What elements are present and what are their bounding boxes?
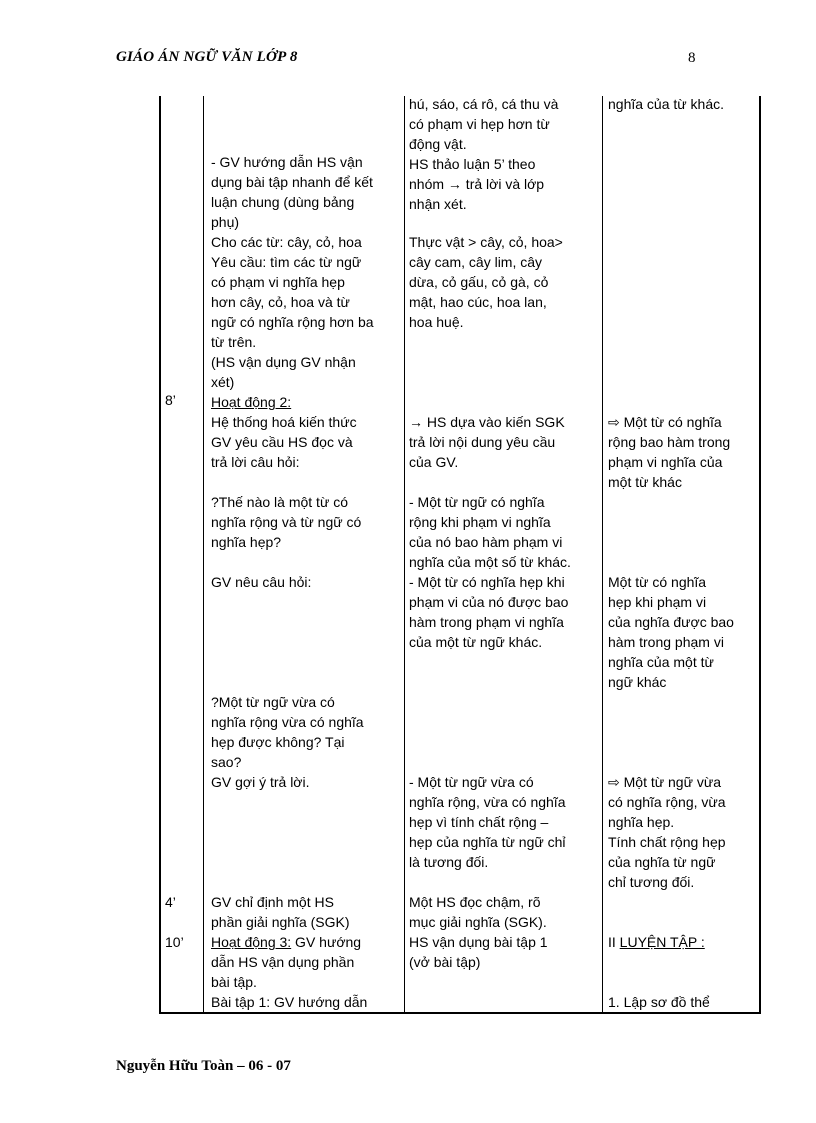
practice-title: LUYỆN TẬP : bbox=[619, 934, 705, 950]
lesson-table bbox=[159, 96, 761, 1014]
student-activity-2: → HS dựa vào kiến SGK trả lời nội dung yêu cầu của GV. bbox=[409, 414, 565, 470]
practice-heading bbox=[608, 932, 705, 952]
time-4-min: 4’ bbox=[165, 894, 176, 910]
student-activity-1: hú, sáo, cá rô, cá thu và có phạm vi hẹp hơn từ động vật. HS thảo luận 5’ theo nhóm → trả lời và lớp nhận xét. bbox=[409, 96, 559, 212]
column-divider-2 bbox=[404, 96, 405, 1014]
activity-3-title: Hoạt động 3: bbox=[211, 934, 292, 950]
activity-3-rest: GV hướng bbox=[291, 934, 362, 950]
teacher-question-2: ?Một từ ngữ vừa có nghĩa rộng vừa có nghĩa hẹp được không? Tại sao? GV gợi ý trả lời. bbox=[211, 694, 364, 790]
table-border-bottom bbox=[159, 1012, 761, 1014]
activity-3-line bbox=[211, 932, 361, 952]
teacher-question-1: ?Thế nào là một từ có nghĩa rộng và từ ngữ có nghĩa hẹp? bbox=[211, 494, 362, 550]
teacher-activity-3: dẫn HS vận dụng phần bài tập. Bài tập 1: GV hướng dẫn bbox=[211, 954, 368, 1010]
student-answer-examples: Thực vật > cây, cỏ, hoa> cây cam, cây lim, cây dừa, cỏ gấu, cỏ gà, cỏ mật, hao cúc, hoa lan, hoa huệ. bbox=[409, 234, 563, 330]
page-number: 8 bbox=[688, 50, 696, 66]
time-8-min: 8’ bbox=[165, 392, 176, 408]
student-activity-3: Một HS đọc chậm, rõ mục giải nghĩa (SGK). HS vận dụng bài tập 1 (vở bài tập) bbox=[409, 894, 548, 970]
teacher-assign-reading: GV chỉ định một HS phần giải nghĩa (SGK) bbox=[211, 894, 350, 930]
activity-2-title: Hoạt động 2: bbox=[211, 394, 292, 410]
teacher-activity-2: Hệ thống hoá kiến thức GV yêu cầu HS đọc và trả lời câu hỏi: bbox=[211, 414, 357, 470]
note-relative-meaning: ⇨ Một từ ngữ vừa có nghĩa rộng, vừa nghĩa hẹp. Tính chất rộng hẹp của nghĩa từ ngữ chỉ tương đối. bbox=[608, 774, 726, 890]
note-broad-meaning: ⇨ Một từ có nghĩa rộng bao hàm trong phạm vi nghĩa của một từ khác bbox=[608, 414, 731, 490]
student-answer-relative: - Một từ ngữ vừa có nghĩa rộng, vừa có nghĩa hẹp vì tính chất rộng – hẹp của nghĩa từ ngữ chỉ là tương đối. bbox=[409, 774, 566, 870]
table-border-left bbox=[159, 96, 161, 1014]
document-footer: Nguyễn Hữu Toàn – 06 - 07 bbox=[116, 1058, 291, 1074]
teacher-activity-1: - GV hướng dẫn HS vận dụng bài tập nhanh để kết luận chung (dùng bảng phụ) Cho các từ: cây, cỏ, hoa Yêu cầu: tìm các từ ngữ có phạm vi nghĩa hẹp hơn cây, cỏ, hoa và từ ngữ có nghĩa rộng hơn ba từ trên. (HS vận dụng GV nhận xét) bbox=[211, 154, 374, 390]
time-10-min: 10’ bbox=[165, 934, 184, 950]
column-divider-1 bbox=[203, 96, 204, 1014]
note-narrow-meaning: Một từ có nghĩa hẹp khi phạm vi của nghĩa được bao hàm trong phạm vi nghĩa của một từ ngữ khác bbox=[608, 574, 734, 690]
document-header-title: GIÁO ÁN NGỮ VĂN LỚP 8 bbox=[116, 49, 298, 65]
column-divider-3 bbox=[602, 96, 603, 1014]
practice-item-1: 1. Lập sơ đồ thể bbox=[608, 994, 710, 1010]
student-answer-definitions: - Một từ ngữ có nghĩa rộng khi phạm vi nghĩa của nó bao hàm phạm vi nghĩa của một số từ khác. - Một từ có nghĩa hẹp khi phạm vi của nó được bao hàm trong phạm vi nghĩa của một từ ngữ khác. bbox=[409, 494, 571, 650]
practice-prefix: II bbox=[608, 934, 620, 950]
note-1: nghĩa của từ khác. bbox=[608, 96, 724, 112]
table-border-right bbox=[759, 96, 761, 1014]
teacher-ask: GV nêu câu hỏi: bbox=[211, 574, 312, 590]
